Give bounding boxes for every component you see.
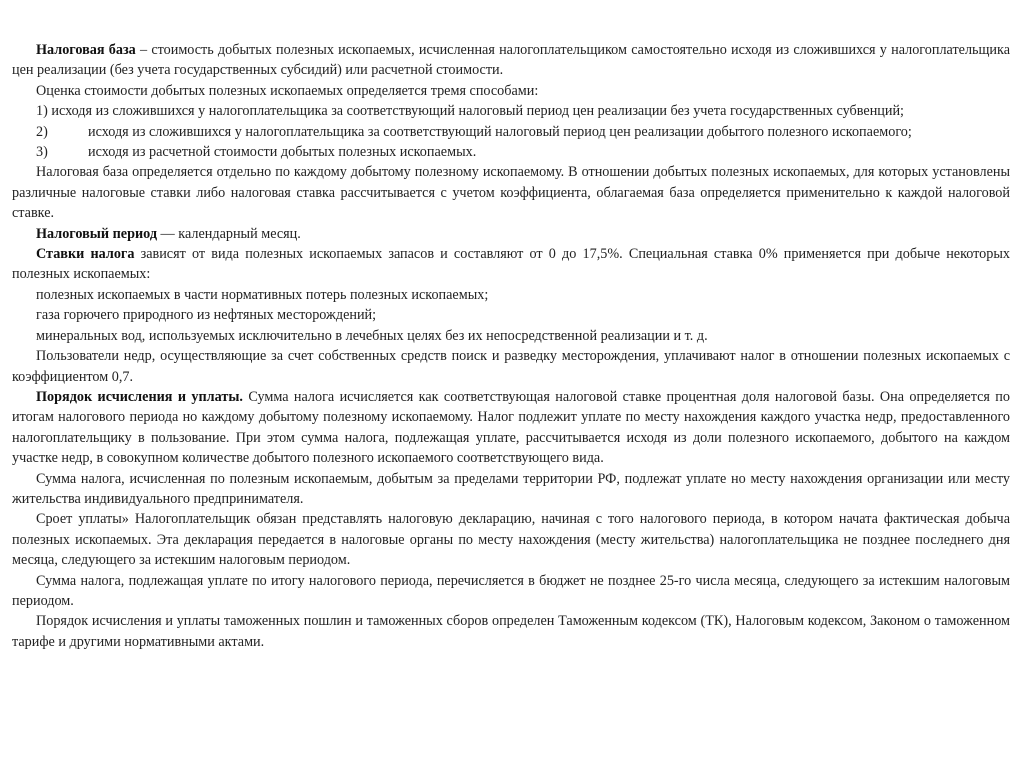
paragraph-text: Сумма налога, подлежащая уплате по итогу налогового периода, перечисляется в бюджет не позднее 25-го числа месяца, следующего за истекшим налоговым периодом.: [12, 572, 1010, 609]
paragraph-tax-period: [12, 224, 1010, 244]
paragraph-text: Сумма налога исчисляется как соответствующая налоговой ставке процентная доля налоговой базы. Она определяется по итогам налогового периода но каждому добытому полезному ископаемому. Налог подлежит уплате по месту нахождения каждого участка недр, предоставленного налогоплательщику в пользование. При этом сумма налога, подлежащая уплате, рассчитывается исходя из доли полезного ископаемого, добытого на каждом участке недр, в совокупном количестве добытого полезного ископаемого соответствующего вида.: [12, 388, 1010, 467]
list-number: 3): [36, 144, 48, 161]
list-item-method-2: [12, 122, 1010, 142]
list-item-method-3: [12, 142, 1010, 162]
paragraph-text: 1) исходя из сложившихся у налогоплательщика за соответствующий налоговый период цен реализации без учета государственных субвенций;: [36, 103, 905, 120]
term-tax-period: Налоговый период: [36, 225, 157, 242]
list-item-method-1: [12, 101, 1010, 121]
paragraph-foreign-extraction: [12, 469, 1010, 510]
paragraph-text: – стоимость добытых полезных ископаемых, исчисленная налогоплательщиком самостоятельно исходя из сложившихся у налогоплательщика цен реализации (без учета государственных субсидий) или расчетной стоимости.: [12, 42, 1010, 79]
paragraph-text: Налоговая база определяется отдельно по каждому добытому полезному ископаемому. В отношении добытых полезных ископаемых, для которых установлены различные налоговые ставки либо налоговая ставка рассчитывается с учетом коэффициента, облагаемая база определяется применительно к каждой налоговой ставке.: [12, 164, 1010, 222]
paragraph-text: исходя из сложившихся у налогоплательщика за соответствующий налоговый период цен реализации добытого полезного ископаемого;: [88, 123, 912, 140]
paragraph-text: зависят от вида полезных ископаемых запасов и составляют от 0 до 17,5%. Специальная ставка 0% применяется при добыче некоторых полезных ископаемых:: [12, 246, 1011, 283]
paragraph-text: — календарный месяц.: [157, 225, 301, 242]
paragraph-customs: [12, 611, 1010, 652]
term-calculation-order: Порядок исчисления и уплаты.: [36, 388, 243, 405]
paragraph-text: исходя из расчетной стоимости добытых полезных ископаемых.: [88, 144, 477, 161]
paragraph-subsoil-users: [12, 346, 1010, 387]
list-item-zero-rate-2: [12, 305, 1010, 325]
paragraph-separate-base: [12, 162, 1010, 223]
list-item-zero-rate-3: [12, 326, 1010, 346]
list-number: 2): [36, 123, 48, 140]
paragraph-tax-base: [12, 40, 1010, 81]
list-item-zero-rate-1: [12, 285, 1010, 305]
paragraph-text: полезных ископаемых в части нормативных потерь полезных ископаемых;: [36, 286, 489, 303]
term-tax-base: Налоговая база: [36, 42, 136, 58]
paragraph-text: Порядок исчисления и уплаты таможенных пошлин и таможенных сборов определен Таможенным кодексом (ТК), Налоговым кодексом, Законом о таможенном тарифе и другими нормативными актами.: [12, 613, 1010, 650]
paragraph-text: Сумма налога, исчисленная по полезным ископаемым, добытым за пределами территории РФ, подлежат уплате но месту нахождения организации или месту жительства индивидуального предпринимателя.: [12, 470, 1010, 507]
term-tax-rates: Ставки налога: [36, 246, 135, 263]
paragraph-tax-rates: [12, 244, 1010, 285]
paragraph-valuation-methods: [12, 81, 1010, 101]
paragraph-text: Сроет уплаты» Налогоплательщик обязан представлять налоговую декларацию, начиная с того налогового периода, в котором начата фактическая добыча полезных ископаемых. Эта декларация передается в налоговые органы по месту нахождения (месту жительства) налогоплательщика не позднее последнего дня месяца, следующего за истекшим налоговым периодом.: [12, 511, 1010, 569]
paragraph-budget-transfer: [12, 571, 1010, 612]
paragraph-text: Оценка стоимости добытых полезных ископаемых определяется тремя способами:: [36, 82, 539, 99]
paragraph-payment-deadline: [12, 509, 1010, 570]
paragraph-text: Пользователи недр, осуществляющие за счет собственных средств поиск и разведку месторождения, уплачивают налог в отношении полезных ископаемых с коэффициентом 0,7.: [12, 348, 1010, 385]
paragraph-text: газа горючего природного из нефтяных месторождений;: [36, 307, 377, 324]
paragraph-calculation-order: [12, 387, 1010, 469]
paragraph-text: минеральных вод, используемых исключительно в лечебных целях без их непосредственной реализации и т. д.: [36, 327, 708, 344]
